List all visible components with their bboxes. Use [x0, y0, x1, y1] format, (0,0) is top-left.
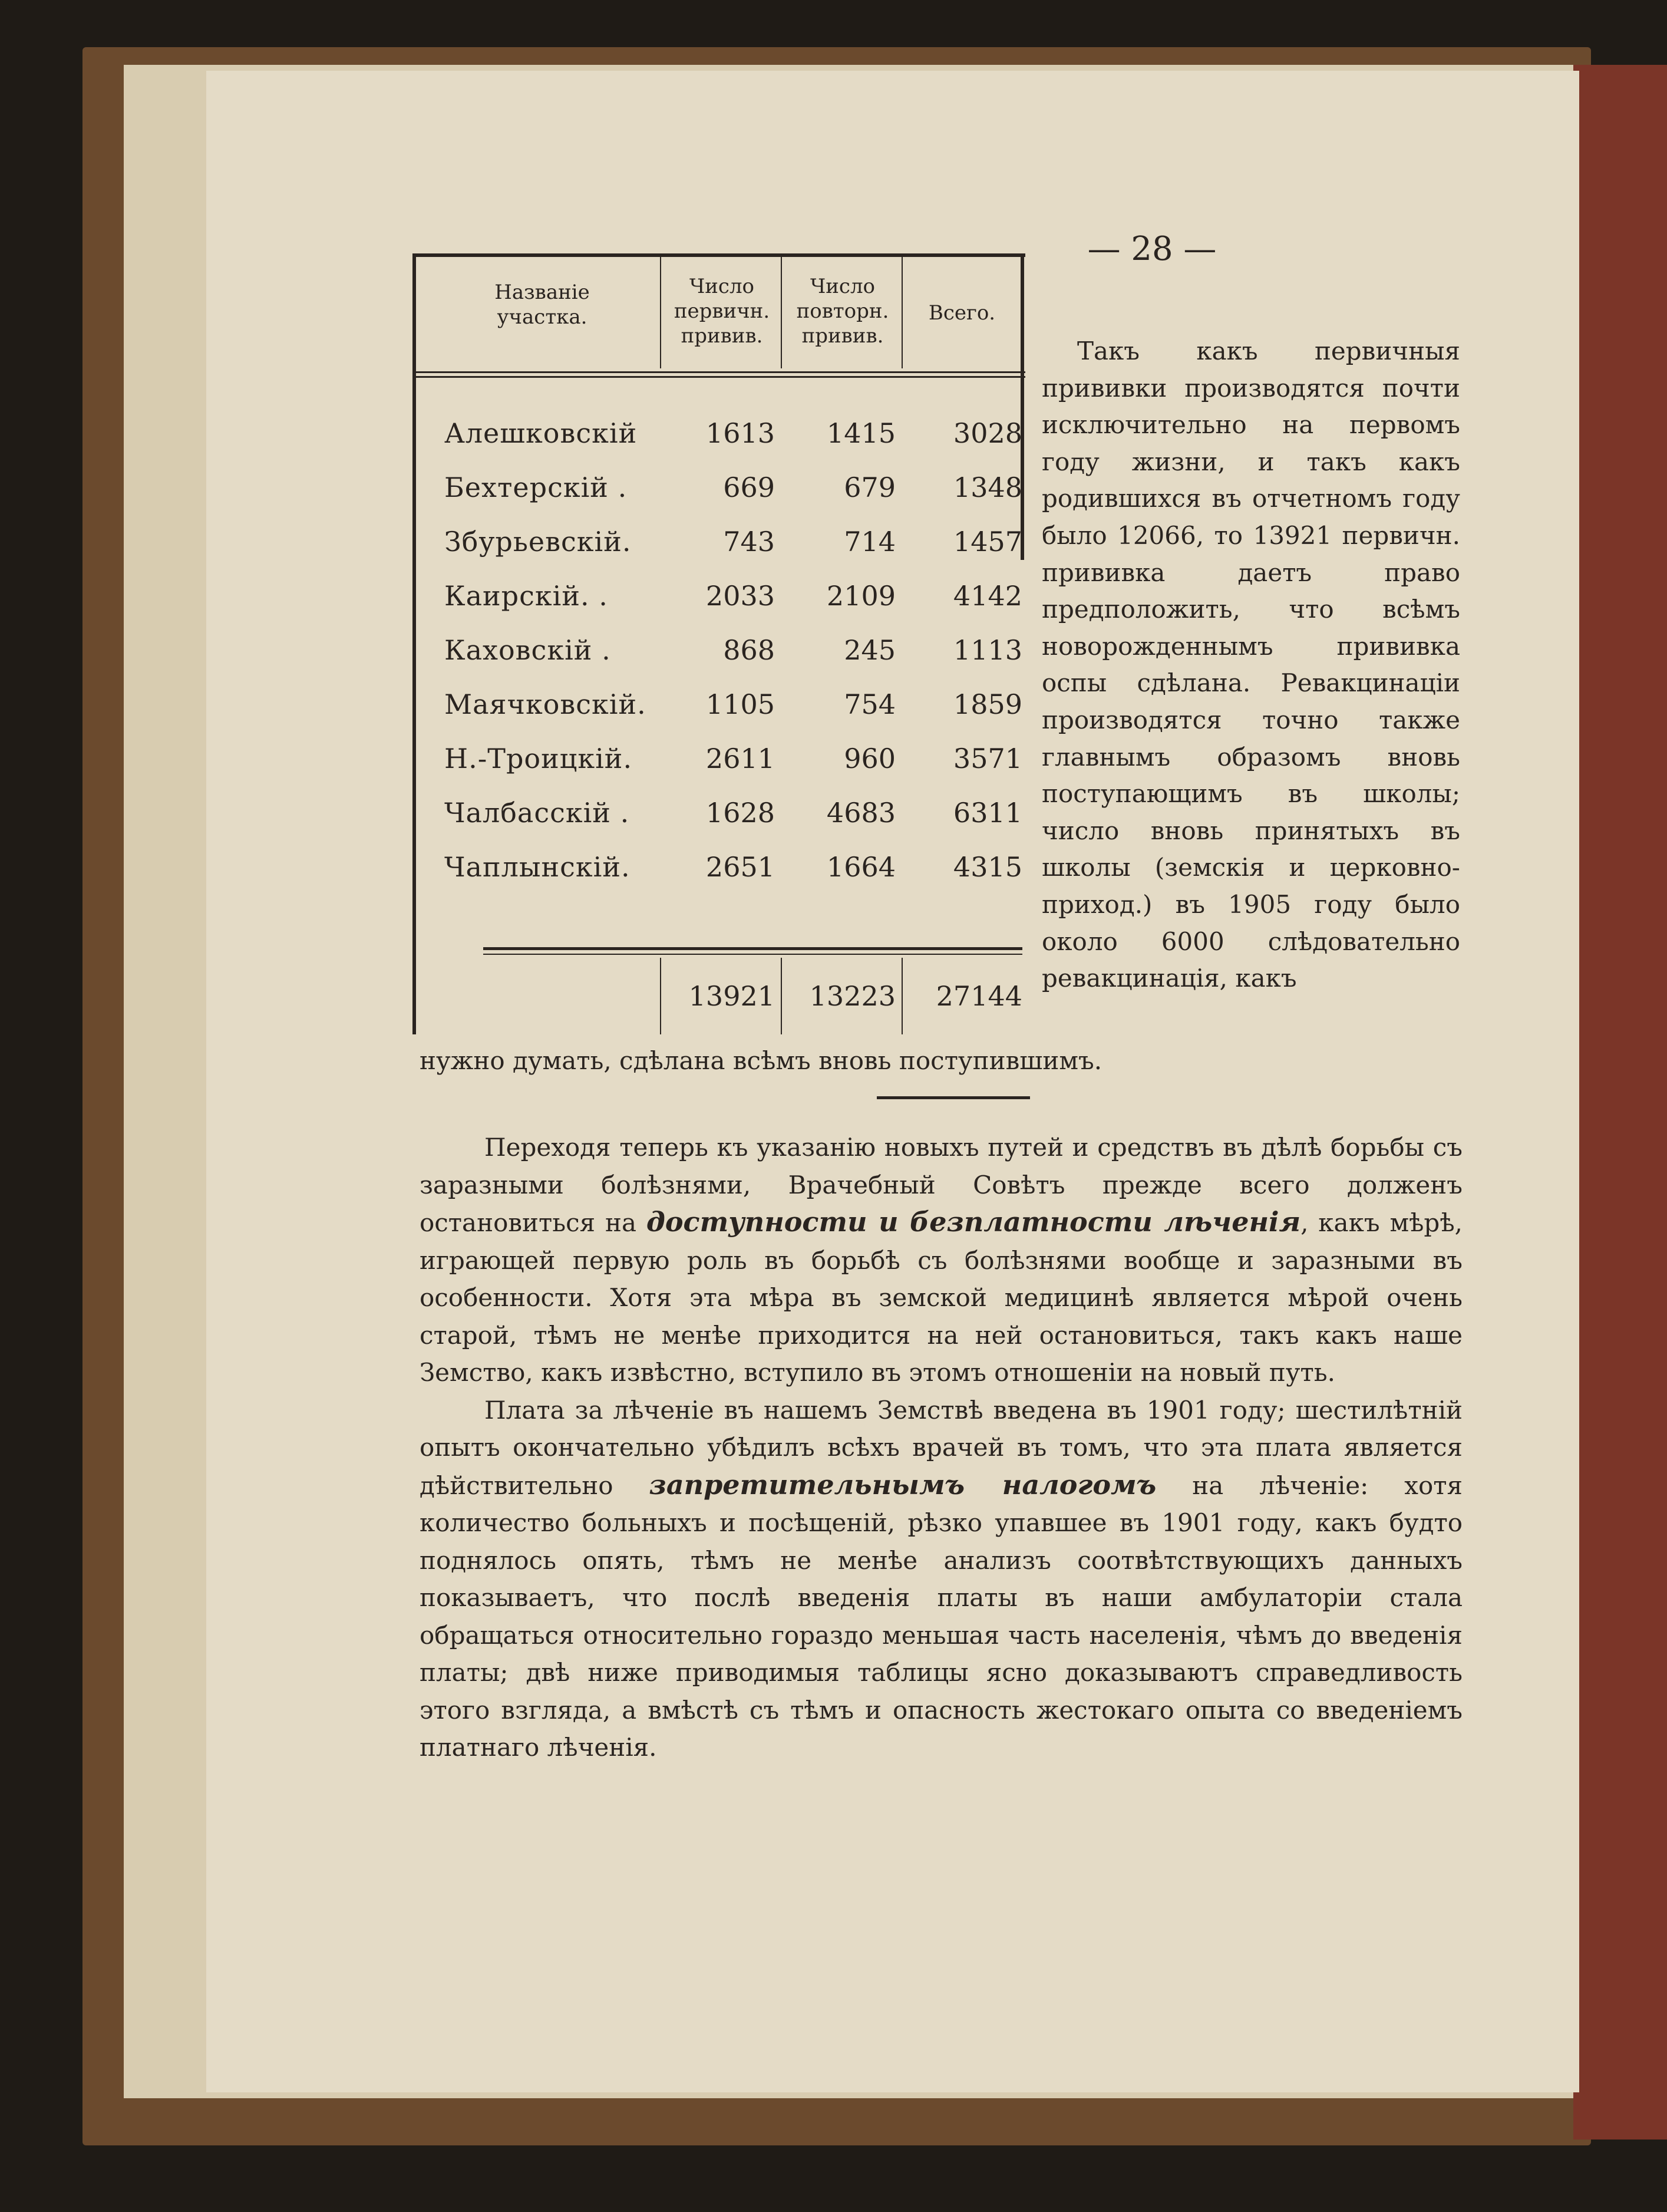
header-total: Всего.: [928, 301, 996, 325]
book-cover-edge: [1573, 65, 1667, 2140]
body-text: [420, 1129, 1463, 1766]
paragraph-2: Плата за лѣченіе въ нашемъ Земствѣ введена въ 1901 году; шестилѣтній опытъ окончательно убѣдилъ всѣхъ врачей въ томъ, что эта плата является дѣйствительно запретительнымъ налогомъ на лѣченіе: хотя количество больныхъ и посѣщеній, рѣзко упавшее въ 1901 году, какъ будто поднялось опять, тѣмъ не менѣе анализъ соотвѣтствующихъ данныхъ показываетъ, что послѣ введенія платы въ наши амбулаторіи стала обращаться относительно гораздо меньшая часть населенія, чѣмъ до введенія платы; двѣ ниже приводимыя таблицы ясно доказываютъ справедливость этого взгляда, а вмѣстѣ съ тѣмъ и опасность жестокаго опыта со введеніемъ платнаго лѣченія.: [420, 1395, 1463, 1762]
totals-row: 13921 13223 27144: [688, 980, 1022, 1012]
table-row: Чалбасскій . 1628 4683 6311: [444, 797, 1022, 829]
side-paragraph: Такъ какъ первичныя прививки производятся почти исключительно на первомъ году жизни, и такъ какъ родившихся въ отчетномъ году было 12066, то 13921 первичн. прививка даетъ право предположить, что всѣмъ новорожденнымъ прививка оспы сдѣлана. Ревакцинаціи производятся точно также главнымъ образомъ вновь поступающимъ въ школы; число вновь принятыхъ въ школы (земскія и церковно-приход.) въ 1905 году было около 6000 слѣдовательно ревакцинація, какъ: [1042, 337, 1460, 993]
header-primary: Число первичн. привив.: [674, 275, 770, 348]
continuation-line: нужно думать, сдѣлана всѣмъ вновь поступившимъ.: [420, 1046, 1102, 1075]
emphasis-text: запретительнымъ налогомъ: [649, 1468, 1157, 1501]
vaccination-table: [412, 253, 1025, 1034]
table-row: Каховскій . 868 245 1113: [444, 634, 1022, 666]
table-row: Н.-Троицкій. 2611 960 3571: [444, 743, 1022, 774]
section-divider: [877, 1096, 1030, 1099]
paragraph-1: Переходя теперь къ указанію новыхъ путей и средствъ въ дѣлѣ борьбы съ заразными болѣзнями, Врачебный Совѣтъ прежде всего долженъ остановиться на доступности и безплатности лѣченія, какъ мѣрѣ, играющей первую роль въ борьбѣ съ болѣзнями вообще и заразными въ особенности. Хотя эта мѣра въ земской медицинѣ является мѣрой очень старой, тѣмъ не менѣе приходится на ней остановиться, такъ какъ наше Земство, какъ извѣстно, вступило въ этомъ отношеніи на новый путь.: [420, 1133, 1463, 1387]
header-name: Названіе участка.: [494, 281, 590, 329]
totals-rule: [483, 947, 1022, 950]
emphasis-text: доступности и безплатности лѣченія: [646, 1206, 1301, 1238]
table-row: Маячковскій. 1105 754 1859: [444, 688, 1022, 720]
table-row: Алешковскій 1613 1415 3028: [444, 417, 1022, 449]
header-repeat: Число повторн. привив.: [796, 275, 889, 348]
table-top-rule: [412, 253, 1025, 257]
table-row: Збурьевскій. 743 714 1457: [444, 526, 1022, 558]
page-number: — 28 —: [1087, 230, 1217, 268]
table-row: Чаплынскій. 2651 1664 4315: [444, 851, 1022, 883]
table-row: Бехтерскій . 669 679 1348: [444, 472, 1022, 503]
table-row: Каирскій. . 2033 2109 4142: [444, 580, 1022, 612]
